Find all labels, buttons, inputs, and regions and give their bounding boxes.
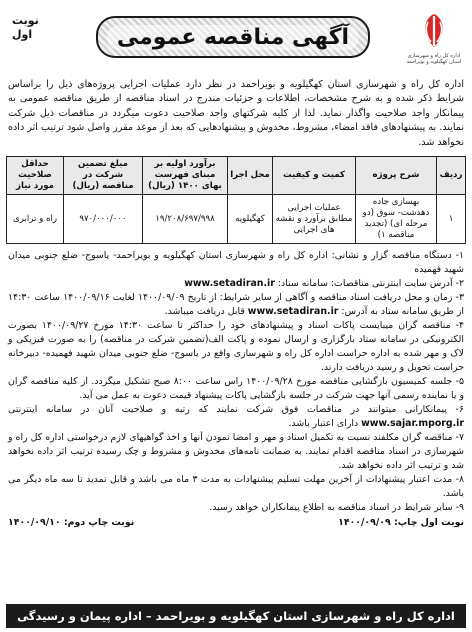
header	[6, 4, 466, 78]
turn-indicator	[12, 14, 39, 42]
publication-second: نوبت چاپ دوم: ۱۴۰۰/۰۹/۱۰	[8, 517, 135, 529]
publication-first: نوبت اول چاپ: ۱۴۰۰/۰۹/۰۹	[338, 517, 464, 529]
sajar-link[interactable]: www.sajar.mporg.ir	[361, 418, 464, 430]
publication-dates	[6, 517, 466, 528]
cell-location: کهگیلویه	[228, 195, 273, 244]
clause-1: ۱- دستگاه مناقصه گزار و نشانی: اداره کل راه و شهرسازی استان کهگیلویه و بویراحمد- یاسوج- ضلع جنوبی میدان شهید فهمیده	[8, 250, 464, 276]
turn-label: نوبت	[12, 14, 39, 27]
table-header-row	[7, 157, 466, 195]
col-qualification: حداقل صلاحیت مورد نیاز	[7, 157, 64, 195]
col-project: شرح پروژه	[356, 157, 437, 195]
col-location: محل اجرا	[228, 157, 273, 195]
cell-qualification: راه و ترابری	[7, 195, 64, 244]
clause-2	[8, 277, 464, 291]
cell-row-number: ۱	[437, 195, 466, 244]
table-row	[7, 195, 466, 244]
emblem	[406, 8, 462, 72]
emblem-caption: اداره کل راه و شهرسازی استان کهگیلویه و بویراحمد	[406, 53, 462, 65]
clause-3	[8, 291, 464, 319]
clause-6	[8, 403, 464, 431]
col-row-number: ردیف	[437, 157, 466, 195]
clause-6-suffix: دارای اعتبار باشد.	[288, 418, 359, 430]
cell-estimate: ۱۹/۲۰۸/۶۹۷/۹۹۸	[143, 195, 228, 244]
clause-5: ۵- جلسه کمیسیون بازگشایی مناقصه مورخ ۱۴۰۰/۰۹/۲۸ راس ساعت ۸:۰۰ صبح تشکیل میگردد. از کلیه مناقصه گران و یا نماینده رسمی آنها جهت شرکت در جلسه بازگشایی پاکات پیشنهاد قیمت دعوت به عمل می آید.	[8, 376, 464, 402]
setadiran-link[interactable]: www.setadiran.ir	[184, 278, 275, 290]
iran-emblem-icon	[412, 8, 456, 52]
clause-7: ۷- مناقصه گران مکلفند نسبت به تکمیل اسناد و مهر و امضا نمودن آنها و اخذ گواهیهای لازم درخواستی اداره کل راه و شهرسازی در اسناد مناقصه اقدام نمایند. به ضمانت نامه‌های مخدوش و مشروط و چک رسیده ترتیب اثر داده نخواهد شد و ترتیب اثر داده نخواهد شد.	[8, 432, 464, 472]
footer-bar: اداره کل راه و شهرسازی استان کهگیلویه و بویراحمد – اداره پیمان و رسیدگی	[6, 604, 466, 628]
col-quantity-quality: کمیت و کیفیت	[273, 157, 356, 195]
cell-project: بهسازی جاده دهدشت- سوق (دو مرحله ای) (تجدید مناقصه ۱)	[356, 195, 437, 244]
clause-6-text: ۶- پیمانکارانی میتوانند در مناقصات فوق شرکت نمایند که رتبه و صلاحیت آنان در سامانه اینترنتی	[8, 404, 464, 416]
clauses	[6, 249, 466, 515]
clause-3-text: ۳- زمان و محل دریافت اسناد مناقصه و آگاهی از سایر شرایط: از تاریخ ۱۴۰۰/۰۹/۰۹ لغایت ۱۴۰۰/۰۹/۱۶ ساعت ۱۴:۳۰ از طریق سامانه ستاد به آدرس:	[8, 292, 464, 318]
cell-guarantee: ۹۷۰/۰۰۰/۰۰۰	[64, 195, 143, 244]
title-banner	[96, 16, 370, 58]
clause-8: ۸- مدت اعتبار پیشنهادات از آخرین مهلت تسلیم پیشنهادات به مدت ۳ ماه می باشد و قابل تمدید تا سه ماه دیگر می باشد.	[8, 474, 464, 500]
intro-paragraph: اداره کل راه و شهرسازی استان کهگیلویه و بویراحمد در نظر دارد عملیات اجرایی پروژه‌های ذیل را براساس شرایط ذکر شده و به شرح مشخصات، اطلاعات و جزئیات مندرج در اسناد مناقصه از طریق مناقصه عمومی به پیمانکار واجد صلاحیت واگذار نماید. لذا از کلیه شرکتهای واجد صلاحیت دعوت میگردد در مناقصات ذیل شرکت نمایند. به پیشنهادهای فاقد امضاء، مشروط، مخدوش و پیشنهادهایی که بعد از موعد مقرر واصل شود ترتیب اثر داده نخواهد شد.	[8, 79, 464, 148]
tender-table	[6, 156, 466, 244]
cell-quantity-quality: عملیات اجرایی مطابق برآورد و نقشه های اجرایی	[273, 195, 356, 244]
col-estimate: برآورد اولیه بر مبنای فهرست بهای ۱۴۰۰ (ریال)	[143, 157, 228, 195]
notice-title: آگهی مناقصه عمومی	[107, 25, 359, 50]
setadiran-link-2[interactable]: www.setadiran.ir	[247, 306, 339, 318]
col-guarantee: مبلغ تضمین شرکت در مناقصه (ریال)	[64, 157, 143, 195]
turn-value: اول	[12, 28, 33, 41]
clause-9: ۹- سایر شرایط در اسناد مناقصه به اطلاع پیمانکاران خواهد رسید.	[209, 502, 464, 514]
clause-2-text: ۲- آدرس سایت اینترنتی مناقصات: سامانه ستاد:	[277, 278, 464, 290]
clause-3-suffix: قابل دریافت میباشد.	[164, 306, 245, 318]
clause-4: ۴- مناقصه گران میبایست پاکات اسناد و پیشنهادهای خود را حداکثر تا ساعت ۱۴:۳۰ مورخ ۱۴۰۰/۰۹/۲۷ بصورت الکترونیکی در سامانه ستاد بارگزاری و ارسال نموده و پاکت الف(تضمین شرکت در مناقصه) را به صورت فیزیکی و لاک و مهر شده به اداره حراست اداره کل راه و شهرسازی واقع در یاسوج- ضلع جنوبی میدان شهید فهمیده- دبیرخانه حراست تحویل و رسید دریافت دارند.	[8, 320, 464, 374]
